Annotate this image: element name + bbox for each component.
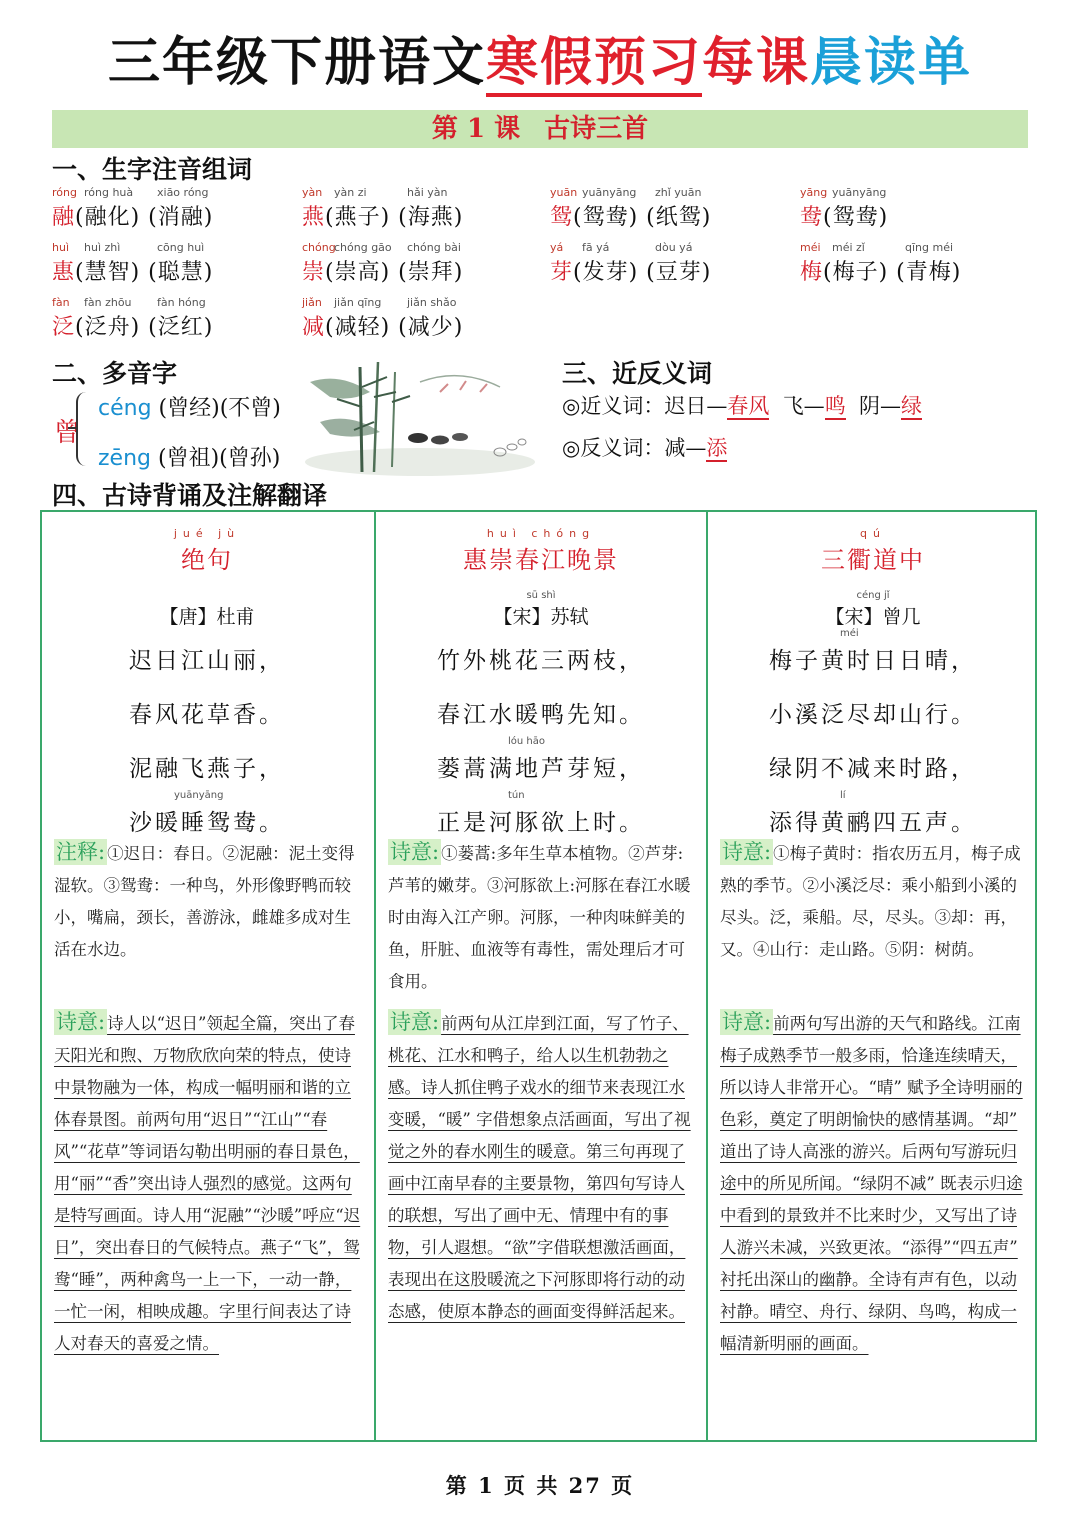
synonym-question: 飞— (782, 394, 825, 418)
lesson-bar (52, 110, 1028, 148)
poem-line-text: 正是河豚欲上时。 (437, 810, 645, 836)
vocab-word (52, 310, 213, 341)
poem-meaning (54, 1008, 364, 1360)
pinyin-label: yāng (800, 186, 828, 199)
vocab-entry (800, 241, 1040, 289)
note-text: ①梅子黄时：指农历五月，梅子成熟的季节。②小溪泛尽：乘小船到小溪的尽头。泛，乘船。尽，尽头。③却：再，又。④山行：走山路。⑤阴：树荫。 (720, 844, 1021, 959)
polyphone-reading (98, 391, 281, 422)
author-text: 【唐】杜甫 (159, 606, 255, 628)
lesson-number: 第 1 课 (431, 114, 521, 144)
synonym-answer: 绿 (901, 394, 923, 418)
poem-column (42, 512, 372, 1440)
pinyin-label: fàn (52, 296, 70, 309)
title-part1: 三年级下册语文 (107, 33, 486, 93)
section-heading-synonyms: 三、近反义词 (562, 359, 713, 388)
poem-note (388, 838, 698, 998)
vocab-entry (302, 241, 542, 289)
synonym-answer: 鸣 (824, 394, 846, 418)
pinyin-label: róng (52, 186, 77, 199)
pinyin-label: chóng gāo (334, 241, 392, 254)
poem-title (42, 528, 372, 575)
poem-line (42, 642, 372, 675)
vocab-entry (550, 186, 790, 234)
vocab-phrases: (燕子) (海燕) (325, 205, 464, 230)
author-pinyin: sū shì (526, 590, 556, 601)
synonym-answer: 春风 (727, 394, 770, 418)
pinyin-label: huì (52, 241, 69, 254)
polyphone-pinyin: zēng (98, 446, 151, 471)
ink-painting-image (300, 362, 535, 477)
pinyin-label: yàn (302, 186, 323, 199)
meaning-text: 诗人以“迟日”领起全篇，突出了春天阳光和煦、万物欣欣向荣的特点，使诗中景物融为一体，构成一幅明丽和谐的立体春景图。前两句用“迟日”“江山”“春风”“花草”等词语勾勒出明丽的春日景色，用“丽”“香”突出诗人强烈的感觉。这两句是特写画面。诗人用“泥融”“沙暖”呼应“迟日”，突出春日的气候特点。燕子“飞”，鸳鸯“睡”，两种禽鸟一上一下，一动一静，一忙一闲，相映成趣。字里行间表达了诗人对春天的喜爱之情。 (54, 1014, 361, 1353)
vocab-char: 崇 (302, 260, 326, 285)
section-heading-polyphone: 二、多音字 (52, 359, 178, 388)
poem-line-text: 添得黄鹂四五声。 (769, 810, 977, 836)
pinyin-label: fàn zhōu (84, 296, 132, 309)
poem-title-text: 绝句 (181, 546, 233, 574)
synonym-question: 阴— (859, 394, 902, 418)
polyphone-reading (98, 441, 280, 472)
note-label: 诗意: (722, 840, 772, 864)
pinyin-label: qīng méi (905, 241, 954, 254)
antonym-row (562, 432, 727, 462)
pinyin-label: yuānyāng (582, 186, 637, 199)
meaning-text: 前两句从江岸到江面，写了竹子、桃花、江水和鸭子，给人以生机勃勃之感。诗人抓住鸭子戏水的细节来表现江水变暖，“暖” 字借想象点活画面，写出了视觉之外的春水刚生的暖意。第三句再现了画中江南早春的主要景物，第四句写诗人的联想，写出了画中无、情理中有的事物，引人遐想。“欲”字借联想激活画面，表现出在这股暖流之下河豚即将行动的动态感，使原本静态的画面变得鲜活起来。 (388, 1014, 691, 1321)
lesson-name: 古诗三首 (544, 114, 649, 144)
poem-line (376, 642, 706, 675)
poem-line-text: 竹外桃花三两枝， (437, 648, 645, 674)
poem-line-pinyin: lí (840, 790, 846, 801)
antonym-answer: 添 (706, 436, 728, 460)
pinyin-label: huì zhì (84, 241, 121, 254)
note-label: 诗意: (390, 840, 440, 864)
note-label: 注释: (56, 840, 106, 864)
vocab-word (800, 255, 961, 286)
vocab-phrases: (减轻) (减少) (325, 315, 464, 340)
vocab-entry (52, 186, 292, 234)
meaning-label: 诗意: (390, 1010, 440, 1034)
pinyin-label: chóng (302, 241, 336, 254)
pinyin-label: dòu yá (655, 241, 693, 254)
vocab-char: 减 (302, 315, 326, 340)
poem-note (720, 838, 1030, 966)
poem-meaning (720, 1008, 1030, 1360)
vocab-phrases: (崇高) (崇拜) (325, 260, 464, 285)
vocab-char: 梅 (800, 260, 824, 285)
vocab-phrases: (慧智) (聪慧) (75, 260, 214, 285)
vocab-phrases: (梅子) (青梅) (823, 260, 962, 285)
vocab-word (52, 200, 213, 231)
vocab-phrases: (融化) (消融) (75, 205, 214, 230)
pinyin-label: róng huà (84, 186, 134, 199)
pinyin-label: xiāo róng (157, 186, 209, 199)
pinyin-label: méi zǐ (832, 241, 865, 254)
title-part4: 晨读单 (810, 33, 973, 93)
pinyin-label: yuānyāng (832, 186, 887, 199)
vocab-char: 鸯 (800, 205, 824, 230)
poem-line-text: 春风花草香。 (129, 702, 285, 728)
pinyin-label: fā yá (582, 241, 610, 254)
vocab-phrases: (鸳鸯) (823, 205, 889, 230)
author-text: 【宋】苏轼 (493, 606, 589, 628)
poem-title-text: 三衢道中 (821, 546, 925, 574)
poem-title-pinyin: huì chóng (486, 527, 596, 540)
poem-title-pinyin: qú (860, 527, 886, 540)
meaning-label: 诗意: (722, 1010, 772, 1034)
pinyin-label: jiǎn qīng (334, 296, 382, 309)
pinyin-label: zhǐ yuān (655, 186, 702, 199)
poem-line-text: 梅子黄时日日晴， (769, 648, 977, 674)
vocab-entry (52, 241, 292, 289)
antonym-label: ◎反义词： (562, 436, 665, 460)
vocab-phrases: (鸳鸯) (纸鸳) (573, 205, 712, 230)
synonym-question: 迟日— (664, 394, 728, 418)
note-text: ①迟日：春日。②泥融：泥土变得湿软。③鸳鸯：一种鸟，外形像野鸭而较小，嘴扁，颈长，善游泳，雌雄多成对生活在水边。 (54, 844, 355, 959)
poem-author (376, 590, 706, 629)
section-heading-poems: 四、古诗背诵及注解翻译 (52, 481, 328, 510)
vocab-entry (302, 186, 542, 234)
pinyin-label: cōng huì (157, 241, 205, 254)
poem-column (376, 512, 706, 1440)
vocab-word (550, 200, 711, 231)
brace-icon (76, 392, 90, 466)
poem-title (708, 528, 1038, 575)
poem-line (708, 628, 1038, 675)
synonym-label: ◎近义词： (562, 394, 665, 418)
vocab-char: 燕 (302, 205, 326, 230)
vocab-phrases: (发芽) (豆芽) (573, 260, 712, 285)
poem-line-text: 泥融飞燕子， (129, 756, 285, 782)
poem-title (376, 528, 706, 575)
poem-line (42, 790, 372, 837)
polyphone-words: (曾经)(不曾) (158, 396, 281, 421)
author-pinyin: céng jǐ (856, 590, 890, 601)
meaning-text: 前两句写出游的天气和路线。江南梅子成熟季节一般多雨，恰逢连续晴天，所以诗人非常开心。“晴” 赋予全诗明丽的色彩，奠定了明朗愉快的感情基调。“却” 道出了诗人高涨的游兴。后两句写游玩归途中的所见所闻。“绿阴不减” 既表示归途中看到的景致并不比来时少，又写出了诗人游兴未减，兴致更浓。“添得”“四五声” 衬托出深山的幽静。全诗有声有色，以动衬静。晴空、舟行、绿阴、鸟鸣，构成一幅清新明丽的画面。 (720, 1014, 1023, 1353)
pinyin-label: méi (800, 241, 821, 254)
vocab-word (302, 255, 463, 286)
antonym-question: 减— (664, 436, 707, 460)
pinyin-label: jiǎn (302, 296, 322, 309)
pinyin-label: hǎi yàn (407, 186, 448, 199)
note-text: ①蒌蒿:多年生草本植物。②芦芽:芦苇的嫩芽。③河豚欲上:河豚在春江水暖时由海入江产卵。河豚，一种肉味鲜美的鱼，肝脏、血液等有毒性，需处理后才可食用。 (388, 844, 691, 991)
poem-line-pinyin: yuānyāng (174, 790, 224, 801)
polyphone-words: (曾祖)(曾孙) (158, 446, 281, 471)
section-heading-vocab: 一、生字注音组词 (52, 155, 253, 184)
pinyin-label: fàn hóng (157, 296, 206, 309)
vocab-word (800, 200, 888, 231)
poem-author (42, 590, 372, 629)
page-footer: 第 1 页 共 27 页 (445, 1473, 635, 1498)
vocab-entry (550, 241, 790, 289)
poem-line (376, 736, 706, 783)
poem-note (54, 838, 364, 966)
poem-line (708, 696, 1038, 729)
poem-author (708, 590, 1038, 629)
vocab-char: 融 (52, 205, 76, 230)
polyphone-char: 曾 (54, 418, 81, 448)
synonym-row (562, 390, 922, 420)
title-part2: 寒假预习 (486, 33, 702, 97)
vocab-char: 泛 (52, 315, 76, 340)
vocab-word (52, 255, 213, 286)
poem-line (708, 790, 1038, 837)
author-pinyin (42, 590, 372, 602)
poem-title-pinyin: jué jù (173, 527, 241, 540)
pinyin-label: chóng bài (407, 241, 461, 254)
vocab-word (302, 310, 463, 341)
author-text: 【宋】曾几 (825, 606, 921, 628)
poem-line-pinyin: tún (508, 790, 525, 801)
poem-line-text: 迟日江山丽， (129, 648, 285, 674)
vocab-word (550, 255, 711, 286)
poem-column (708, 512, 1038, 1440)
pinyin-label: yuān (550, 186, 578, 199)
vocab-entry (52, 296, 292, 344)
title-part3: 每课 (702, 33, 811, 93)
poem-line-pinyin: lóu hāo (508, 736, 545, 747)
poem-line-text: 绿阴不减来时路， (769, 756, 977, 782)
vocab-char: 惠 (52, 260, 76, 285)
poem-line-text: 春江水暖鸭先知。 (437, 702, 645, 728)
poem-title-text: 惠崇春江晚景 (463, 546, 619, 574)
pinyin-label: yàn zi (334, 186, 367, 199)
vocab-char: 芽 (550, 260, 574, 285)
page-title (0, 28, 1080, 98)
vocab-entry (800, 186, 1040, 234)
vocab-char: 鸳 (550, 205, 574, 230)
poem-line (376, 696, 706, 729)
poem-table (40, 510, 1037, 1442)
polyphone-pinyin: céng (98, 396, 152, 421)
poem-line (376, 790, 706, 837)
poem-line-text: 小溪泛尽却山行。 (769, 702, 977, 728)
vocab-word (302, 200, 463, 231)
poem-line-pinyin: méi (840, 628, 859, 639)
poem-line-text: 沙暖睡鸳鸯。 (129, 810, 285, 836)
poem-line (42, 696, 372, 729)
poem-meaning (388, 1008, 698, 1328)
meaning-label: 诗意: (56, 1010, 106, 1034)
pinyin-label: jiǎn shǎo (407, 296, 457, 309)
poem-line-text: 蒌蒿满地芦芽短， (437, 756, 645, 782)
vocab-entry (302, 296, 542, 344)
pinyin-label: yá (550, 241, 564, 254)
vocab-phrases: (泛舟) (泛红) (75, 315, 214, 340)
poem-line (42, 750, 372, 783)
poem-line (708, 750, 1038, 783)
